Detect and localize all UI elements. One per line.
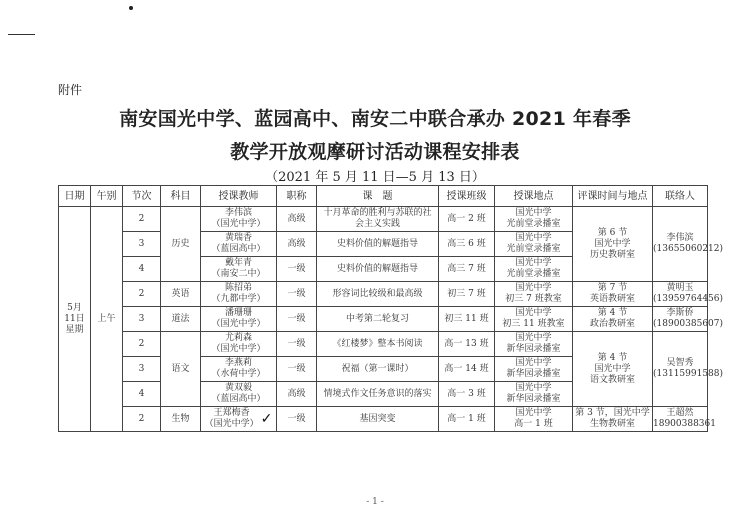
header-session: 节次 bbox=[123, 186, 161, 207]
teacher-cell: 陈招弟 （九都中学） bbox=[201, 282, 277, 307]
table-header-row bbox=[59, 186, 708, 207]
header-class: 授课班级 bbox=[439, 186, 495, 207]
location-cell: 国光中学 高一 1 班 bbox=[495, 407, 573, 432]
scan-dot bbox=[129, 6, 133, 10]
location-cell: 国光中学 新华园录播室 bbox=[495, 357, 573, 382]
class-cell: 高一 3 班 bbox=[439, 382, 495, 407]
session-cell: 4 bbox=[123, 382, 161, 407]
class-cell: 初三 7 班 bbox=[439, 282, 495, 307]
contact-cell: 黄明玉 (13959764456) bbox=[653, 282, 708, 307]
header-topic: 课 题 bbox=[317, 186, 439, 207]
header-review: 评课时间与地点 bbox=[573, 186, 653, 207]
subject-cell: 历史 bbox=[161, 207, 201, 282]
session-cell: 3 bbox=[123, 357, 161, 382]
contact-cell: 王超然 18900388361 bbox=[653, 407, 708, 432]
rank-cell: 一级 bbox=[277, 282, 317, 307]
rank-cell: 一级 bbox=[277, 332, 317, 357]
location-cell: 国光中学 光前堂录播室 bbox=[495, 257, 573, 282]
table-row bbox=[59, 407, 708, 432]
session-cell: 3 bbox=[123, 307, 161, 332]
teacher-cell-with-check bbox=[201, 407, 277, 432]
teacher-cell: 尤莉森 （国光中学） bbox=[201, 332, 277, 357]
location-cell: 国光中学 初三 7 班教室 bbox=[495, 282, 573, 307]
topic-cell: 《红楼梦》整本书阅读 bbox=[317, 332, 439, 357]
contact-cell: 吴智秀 (13115991588) bbox=[653, 332, 708, 407]
review-cell: 第 6 节 国光中学 历史教研室 bbox=[573, 207, 653, 282]
scan-line bbox=[8, 34, 35, 35]
period-cell: 上午 bbox=[91, 207, 123, 432]
teacher-cell: 李伟滨 （国光中学） bbox=[201, 207, 277, 232]
teacher-cell: 戴年青 （南安二中） bbox=[201, 257, 277, 282]
teacher-cell: 李燕莉 （水荷中学） bbox=[201, 357, 277, 382]
session-cell: 2 bbox=[123, 407, 161, 432]
table-row bbox=[59, 282, 708, 307]
class-cell: 初三 11 班 bbox=[439, 307, 495, 332]
contact-cell: 李斯侨 (18900385607) bbox=[653, 307, 708, 332]
topic-cell: 中考第二轮复习 bbox=[317, 307, 439, 332]
location-cell: 国光中学 新华园录播室 bbox=[495, 332, 573, 357]
date-range: （2021 年 5 月 11 日—5 月 13 日） bbox=[265, 170, 485, 185]
rank-cell: 一级 bbox=[277, 357, 317, 382]
header-rank: 职称 bbox=[277, 186, 317, 207]
review-cell: 第 4 节 政治教研室 bbox=[573, 307, 653, 332]
subject-cell: 道法 bbox=[161, 307, 201, 332]
class-cell: 高一 2 班 bbox=[439, 207, 495, 232]
review-cell: 第 7 节 英语教研室 bbox=[573, 282, 653, 307]
header-date: 日期 bbox=[59, 186, 91, 207]
class-cell: 高三 7 班 bbox=[439, 257, 495, 282]
header-teacher: 授课教师 bbox=[201, 186, 277, 207]
page-number: - 1 - bbox=[366, 497, 384, 507]
contact-cell: 李伟滨 (13655060212) bbox=[653, 207, 708, 282]
rank-cell: 高级 bbox=[277, 207, 317, 232]
topic-cell: 祝福（第一课时） bbox=[317, 357, 439, 382]
rank-cell: 高级 bbox=[277, 382, 317, 407]
rank-cell: 一级 bbox=[277, 307, 317, 332]
review-cell: 第 4 节 国光中学 语文教研室 bbox=[573, 332, 653, 407]
location-cell: 国光中学 新华园录播室 bbox=[495, 382, 573, 407]
table-row bbox=[59, 207, 708, 232]
rank-cell: 一级 bbox=[277, 257, 317, 282]
header-location: 授课地点 bbox=[495, 186, 573, 207]
class-cell: 高一 1 班 bbox=[439, 407, 495, 432]
class-cell: 高一 13 班 bbox=[439, 332, 495, 357]
teacher-cell: 黄双毅 （蓝园高中） bbox=[201, 382, 277, 407]
topic-cell: 基因突变 bbox=[317, 407, 439, 432]
date-cell: 5月 11日 星期 bbox=[59, 207, 91, 432]
session-cell: 2 bbox=[123, 282, 161, 307]
header-contact: 联络人 bbox=[653, 186, 708, 207]
teacher-cell: 潘珊珊 （国光中学） bbox=[201, 307, 277, 332]
class-cell: 高三 6 班 bbox=[439, 232, 495, 257]
document-title-line1: 南安国光中学、蓝园高中、南安二中联合承办 2021 年春季 bbox=[119, 108, 631, 130]
topic-cell: 形容词比较级和最高级 bbox=[317, 282, 439, 307]
table-row bbox=[59, 307, 708, 332]
subject-cell: 生物 bbox=[161, 407, 201, 432]
location-cell: 国光中学 光前堂录播室 bbox=[495, 207, 573, 232]
class-cell: 高一 14 班 bbox=[439, 357, 495, 382]
session-cell: 2 bbox=[123, 207, 161, 232]
schedule-table bbox=[58, 185, 724, 432]
location-cell: 国光中学 光前堂录播室 bbox=[495, 232, 573, 257]
teacher-name: 王郑梅香 （国光中学） bbox=[204, 408, 259, 429]
document-title-line2: 教学开放观摩研讨活动课程安排表 bbox=[230, 141, 520, 163]
subject-cell: 英语 bbox=[161, 282, 201, 307]
check-mark-icon: ✓ bbox=[260, 410, 273, 427]
rank-cell: 一级 bbox=[277, 407, 317, 432]
topic-cell: 十月革命的胜利与苏联的社 会主义实践 bbox=[317, 207, 439, 232]
header-subject: 科目 bbox=[161, 186, 201, 207]
rank-cell: 高级 bbox=[277, 232, 317, 257]
teacher-cell: 黄瑞香 （蓝园高中） bbox=[201, 232, 277, 257]
session-cell: 4 bbox=[123, 257, 161, 282]
review-cell: 第 3 节，国光中学 生物教研室 bbox=[573, 407, 653, 432]
session-cell: 2 bbox=[123, 332, 161, 357]
table-row bbox=[59, 332, 708, 357]
attachment-label: 附件 bbox=[58, 83, 83, 97]
topic-cell: 情境式作文任务意识的落实 bbox=[317, 382, 439, 407]
topic-cell: 史料价值的解题指导 bbox=[317, 232, 439, 257]
subject-cell: 语文 bbox=[161, 332, 201, 407]
header-period: 午别 bbox=[91, 186, 123, 207]
session-cell: 3 bbox=[123, 232, 161, 257]
topic-cell: 史料价值的解题指导 bbox=[317, 257, 439, 282]
location-cell: 国光中学 初三 11 班教室 bbox=[495, 307, 573, 332]
